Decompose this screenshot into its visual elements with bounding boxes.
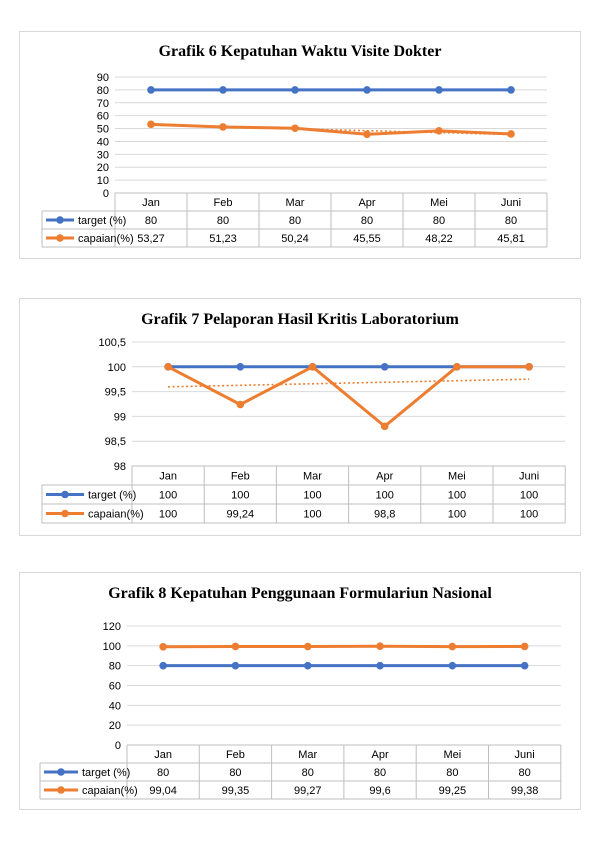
data-point: [164, 363, 172, 371]
x-tick-label: Juni: [514, 749, 535, 761]
chart-panel-6: [19, 31, 581, 259]
legend-label: target (%): [88, 489, 137, 502]
data-label: 99,27: [293, 785, 322, 797]
y-tick-label: 30: [96, 149, 109, 162]
data-label: 99,6: [369, 785, 391, 797]
data-point: [147, 86, 155, 94]
data-label: 100: [303, 508, 322, 521]
legend-marker: [56, 234, 64, 242]
data-label: 99,38: [510, 785, 539, 797]
legend-label: target (%): [78, 215, 127, 227]
legend-marker: [61, 491, 69, 499]
chart-svg: [20, 573, 580, 809]
x-tick-label: Jan: [159, 470, 177, 483]
y-tick-label: 50: [96, 123, 109, 136]
data-point: [507, 86, 515, 94]
y-tick-label: 100: [102, 640, 121, 653]
x-tick-label: Apr: [358, 197, 376, 209]
x-tick-label: Juni: [519, 470, 540, 483]
data-label: 100: [375, 489, 394, 502]
data-label: 80: [216, 215, 230, 227]
chart-svg: [20, 32, 580, 258]
data-point: [159, 662, 167, 670]
x-tick-label: Mar: [303, 470, 322, 483]
data-point: [449, 662, 457, 670]
y-tick-label: 0: [114, 740, 121, 752]
data-label: 100: [447, 508, 467, 521]
data-point: [159, 643, 167, 651]
data-point: [232, 643, 240, 651]
y-tick-label: 80: [108, 660, 121, 673]
data-point: [291, 86, 299, 94]
data-point: [363, 130, 371, 138]
x-tick-label: Juni: [500, 197, 522, 209]
y-tick-label: 99,5: [104, 386, 126, 399]
data-point: [521, 643, 529, 651]
y-tick-label: 90: [96, 72, 109, 84]
data-label: 80: [157, 767, 170, 779]
data-label: 99,25: [438, 785, 467, 797]
data-label: 100: [231, 489, 250, 502]
data-label: 80: [360, 215, 374, 227]
data-point: [237, 363, 245, 371]
x-tick-label: Jan: [142, 197, 160, 209]
data-point: [304, 662, 312, 670]
chart-title: Grafik 8 Kepatuhan Penggunaan Formulariun Nasional: [108, 585, 492, 602]
legend-marker: [61, 510, 69, 518]
x-tick-label: Mei: [430, 197, 448, 209]
data-point: [219, 123, 227, 131]
data-point: [147, 121, 155, 129]
series-line: [168, 367, 529, 427]
data-label: 100: [158, 508, 178, 521]
trendline: [168, 379, 529, 387]
data-point: [237, 401, 245, 409]
data-label: 80: [446, 767, 459, 779]
data-point: [435, 86, 443, 94]
data-label: 80: [373, 767, 387, 779]
chart-panel-8: [19, 572, 581, 810]
x-tick-label: Mei: [443, 749, 462, 761]
data-label: 80: [229, 767, 242, 779]
data-label: 80: [301, 767, 314, 779]
legend-label: capaian(%): [82, 785, 138, 797]
data-point: [232, 662, 240, 670]
data-label: 100: [519, 489, 539, 502]
legend-marker: [57, 786, 65, 794]
y-tick-label: 80: [96, 84, 109, 97]
legend-marker: [56, 216, 64, 224]
y-tick-label: 120: [102, 621, 121, 633]
x-tick-label: Feb: [213, 197, 233, 209]
series-line: [163, 646, 525, 647]
data-label: 45,55: [353, 233, 381, 245]
chart-svg: [20, 299, 580, 535]
x-tick-label: Mar: [298, 749, 318, 761]
y-tick-label: 40: [108, 700, 121, 713]
data-point: [219, 86, 227, 94]
data-point: [381, 423, 389, 431]
legend-label: capaian(%): [78, 233, 134, 245]
y-tick-label: 60: [108, 680, 121, 693]
y-tick-label: 40: [96, 136, 109, 149]
data-label: 98,8: [373, 508, 396, 521]
legend-label: target (%): [82, 767, 131, 779]
x-tick-label: Apr: [371, 749, 389, 761]
y-tick-label: 20: [108, 720, 121, 733]
y-tick-label: 100,5: [98, 337, 126, 349]
x-tick-label: Feb: [230, 470, 250, 483]
chart-panel-7: [19, 298, 581, 536]
data-label: 99,24: [226, 508, 255, 521]
y-tick-label: 99: [113, 411, 126, 424]
data-label: 80: [432, 215, 446, 227]
data-point: [449, 643, 457, 651]
y-tick-label: 100: [107, 361, 126, 374]
data-point: [363, 86, 371, 94]
data-label: 80: [144, 215, 158, 227]
y-tick-label: 70: [96, 97, 109, 110]
data-label: 80: [504, 215, 518, 227]
data-point: [381, 363, 389, 371]
y-tick-label: 60: [96, 110, 109, 123]
y-tick-label: 98,5: [104, 436, 126, 449]
data-label: 80: [518, 767, 531, 779]
x-tick-label: Mei: [448, 470, 466, 483]
data-label: 45,81: [497, 233, 525, 245]
x-tick-label: Jan: [154, 749, 173, 761]
data-label: 99,04: [149, 785, 177, 797]
data-point: [376, 662, 384, 670]
x-tick-label: Apr: [376, 470, 394, 483]
legend-label: capaian(%): [88, 508, 144, 521]
x-tick-label: Mar: [285, 197, 305, 209]
data-point: [376, 642, 384, 650]
data-point: [525, 363, 533, 371]
y-tick-label: 10: [96, 175, 109, 188]
data-point: [521, 662, 529, 670]
data-label: 53,27: [137, 233, 165, 245]
data-label: 100: [447, 489, 467, 502]
y-tick-label: 20: [96, 162, 109, 175]
data-label: 100: [519, 508, 539, 521]
data-point: [453, 363, 461, 371]
data-label: 80: [288, 215, 302, 227]
data-point: [435, 127, 443, 135]
data-point: [291, 124, 299, 132]
chart-title: Grafik 7 Pelaporan Hasil Kritis Laboratorium: [141, 311, 459, 328]
x-tick-label: Feb: [225, 749, 245, 761]
data-label: 99,35: [221, 785, 250, 797]
data-label: 100: [158, 489, 178, 502]
data-label: 50,24: [281, 233, 309, 245]
data-label: 51,23: [209, 233, 237, 245]
data-point: [304, 643, 312, 651]
y-tick-label: 98: [113, 461, 126, 473]
chart-title: Grafik 6 Kepatuhan Waktu Visite Dokter: [158, 43, 442, 60]
data-label: 100: [303, 489, 322, 502]
data-label: 48,22: [425, 233, 453, 245]
data-point: [507, 130, 515, 138]
legend-marker: [57, 768, 65, 776]
data-point: [309, 363, 317, 371]
y-tick-label: 0: [102, 188, 109, 200]
